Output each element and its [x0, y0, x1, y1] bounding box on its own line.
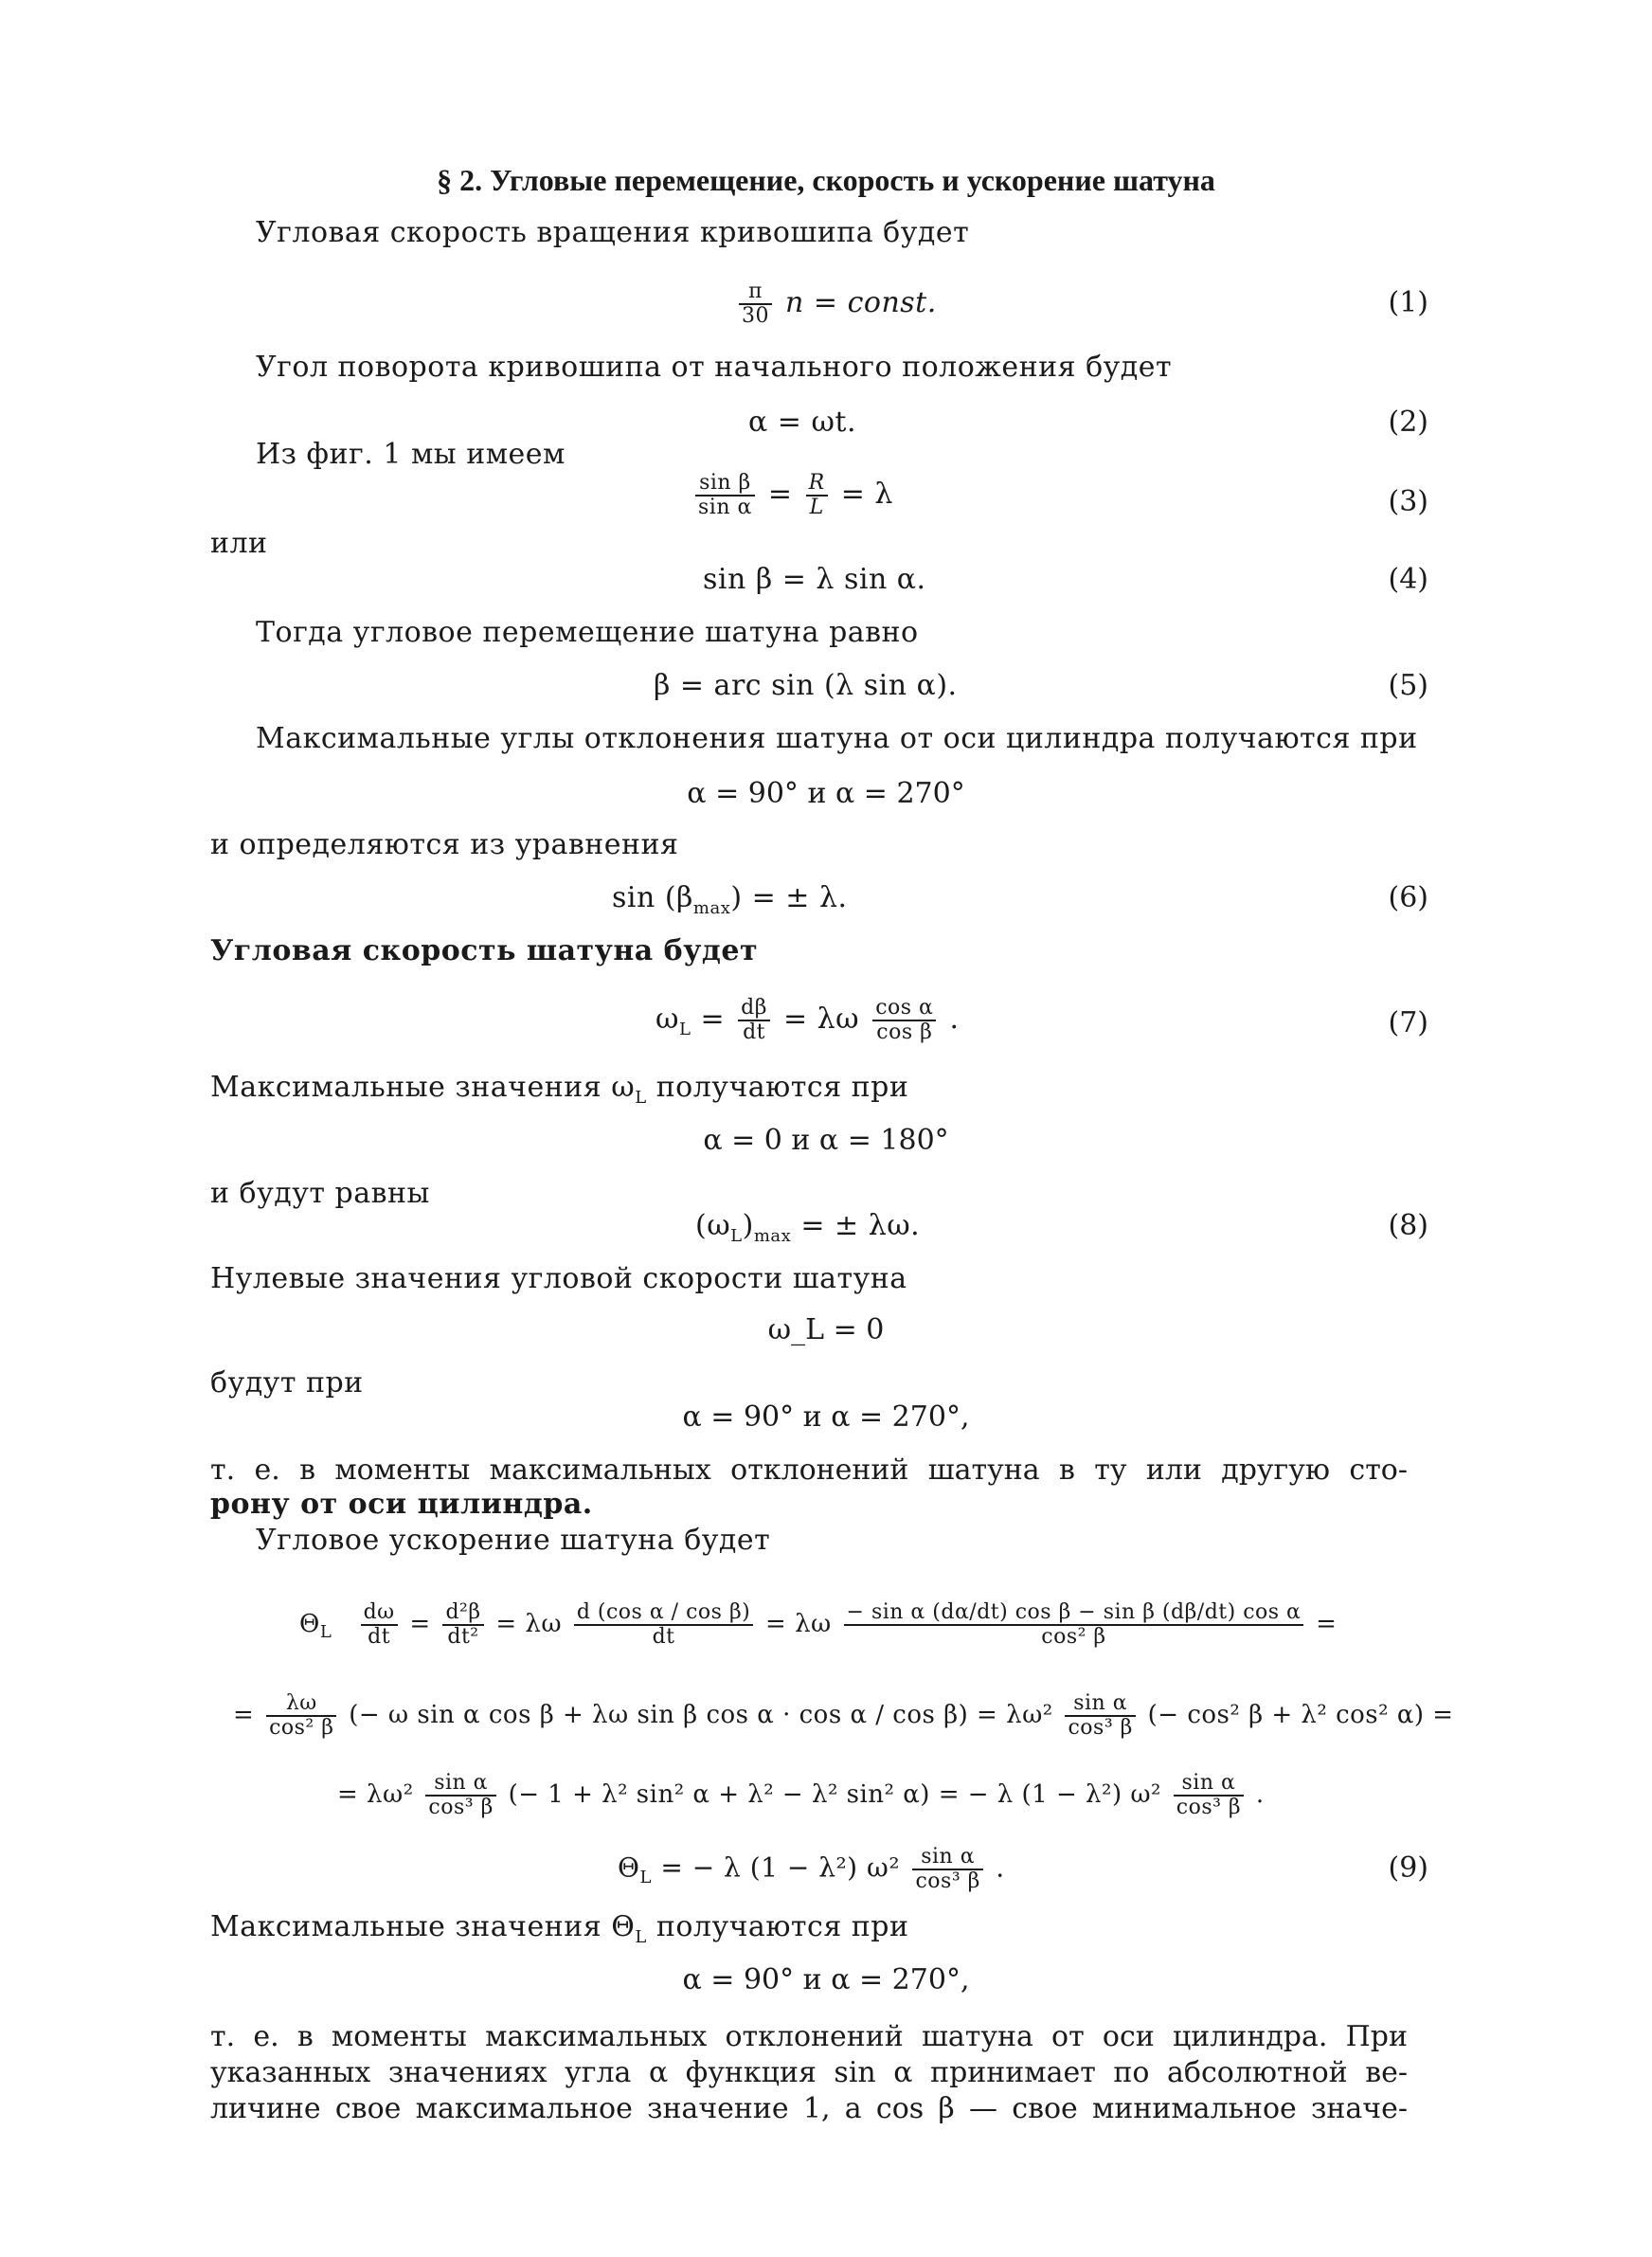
paragraph-13-line-1: т. е. в моменты максимальных отклонений шатуна в ту или другую сто-	[210, 1454, 1408, 1487]
fraction: $\frac{\text{sin α}}{\text{cos³ β}}$	[1174, 1772, 1244, 1819]
fraction: $\frac{d\beta}{dt}$	[738, 997, 770, 1044]
equation-2: α = ωt.	[748, 406, 857, 439]
paragraph-6: Максимальные углы отклонения шатуна от оси цилиндра получаются при	[256, 722, 1418, 755]
fraction: $\frac{\lambda\omega}{\text{cos² β}}$	[266, 1692, 336, 1740]
equation-9-line-2: = $\frac{\lambda\omega}{\text{cos² β}}$ (− ω sin α cos β + λω sin β cos α · cos α / cos β) = λω² $\frac{\text{sin α}}{\text{cos³ β}}$ (− cos² β + λ² cos² α) =	[233, 1691, 1454, 1740]
fraction: $\frac{R}{L}$	[806, 472, 828, 519]
fraction: $\frac{\text{sin α}}{\text{cos³ β}}$	[912, 1846, 982, 1893]
paragraph-5: Тогда угловое перемещение шатуна равно	[256, 616, 919, 649]
paragraph-12: будут при	[210, 1366, 364, 1399]
fraction: $\frac{\text{sin β}}{\text{sin α}}$	[695, 472, 755, 519]
section-title: § 2. Угловые перемещение, скорость и ускорение шатуна	[437, 163, 1215, 197]
equation-number-4: (4)	[1388, 563, 1428, 596]
fraction: $\frac{\text{d²β}}{\text{dt²}}$	[442, 1601, 483, 1649]
fraction: $\frac{\text{sin α}}{\text{cos³ β}}$	[425, 1772, 495, 1819]
paragraph-9: Максимальные значения $\omega_L$ получаются при	[210, 1071, 909, 1108]
equation-number-2: (2)	[1388, 406, 1428, 439]
fraction: $\frac{\text{sin α}}{\text{cos³ β}}$	[1065, 1692, 1135, 1740]
paragraph-3: Из фиг. 1 мы имеем	[256, 438, 566, 471]
equation-9-line-1: $\Theta_L$ $\frac{d\omega}{dt}$ = $\frac{\text{d²β}}{\text{dt²}}$ = λω $\frac{\text{d (cos α / cos β)}}{dt}$ = λω $\frac{\text{− sin α (dα/dt) cos β − sin β (dβ/dt) cos α}}{\text{cos² β}}$ =	[299, 1600, 1338, 1649]
equation-8: $(\omega_L)_{max}$ = ± λω.	[695, 1209, 921, 1246]
equation-9-line-3: = λω² $\frac{\text{sin α}}{\text{cos³ β}}$ (− 1 + λ² sin² α + λ² − λ² sin² α) = − λ (1 − λ²) ω² $\frac{\text{sin α}}{\text{cos³ β}}$ .	[337, 1771, 1265, 1819]
paragraph-15: Максимальные значения $\Theta_L$ получаются при	[210, 1910, 909, 1947]
equation-9-line-4: $\Theta_L$ = − λ (1 − λ²) ω² $\frac{\text{sin α}}{\text{cos³ β}}$ .	[618, 1845, 1005, 1893]
equation-3: $\frac{\text{sin β}}{\text{sin α}}$ = $\frac{R}{L}$ = λ	[691, 472, 893, 519]
paragraph-7: и определяются из уравнения	[210, 828, 679, 861]
fraction: $\frac{\pi}{30}$	[739, 280, 772, 328]
equation-number-3: (3)	[1388, 485, 1428, 518]
paragraph-4: или	[210, 527, 268, 560]
fraction: $\frac{\text{− sin α (dα/dt) cos β − sin β (dβ/dt) cos α}}{\text{cos² β}}$	[844, 1601, 1304, 1649]
paragraph-8: Угловая скорость шатуна будет	[210, 934, 759, 967]
equation-number-6: (6)	[1388, 881, 1428, 914]
paragraph-14: Угловое ускорение шатуна будет	[256, 1524, 771, 1557]
condition-1: α = 90° и α = 270°	[687, 777, 965, 810]
paragraph-16-line-1: т. е. в моменты максимальных отклонений шатуна от оси цилиндра. При	[210, 2020, 1408, 2053]
equation-number-8: (8)	[1388, 1209, 1428, 1242]
paragraph-16-line-2: указанных значениях угла α функция sin α принимает по абсолютной ве-	[210, 2056, 1408, 2089]
paragraph-16-line-3: личине свое максимальное значение 1, а cos β — свое минимальное значе-	[210, 2092, 1408, 2125]
fraction: $\frac{d\omega}{dt}$	[361, 1601, 398, 1649]
condition-4: α = 90° и α = 270°,	[682, 1400, 970, 1434]
condition-3: ω_L = 0	[767, 1313, 885, 1346]
paragraph-2: Угол поворота кривошипа от начального положения будет	[256, 351, 1173, 384]
paragraph-13-line-2: рону от оси цилиндра.	[210, 1488, 593, 1521]
equation-4: sin β = λ sin α.	[703, 563, 926, 596]
equation-number-1: (1)	[1388, 286, 1428, 319]
condition-5: α = 90° и α = 270°,	[682, 1963, 970, 1996]
equation-number-9: (9)	[1388, 1851, 1428, 1885]
equation-1: $\frac{\pi}{30}$ n = const.	[735, 280, 937, 328]
equation-6: $\sin (\beta_{max})$ = ± λ.	[612, 881, 848, 918]
fraction: $\frac{\text{cos α}}{\text{cos β}}$	[872, 997, 936, 1044]
paragraph-10: и будут равны	[210, 1177, 430, 1210]
paragraph-1: Угловая скорость вращения кривошипа будет	[256, 216, 970, 249]
fraction: $\frac{\text{d (cos α / cos β)}}{dt}$	[574, 1601, 753, 1649]
equation-5: β = arc sin (λ sin α).	[654, 669, 958, 702]
equation-number-7: (7)	[1388, 1006, 1428, 1039]
paragraph-11: Нулевые значения угловой скорости шатуна	[210, 1262, 907, 1295]
equation-number-5: (5)	[1388, 669, 1428, 702]
condition-2: α = 0 и α = 180°	[703, 1124, 949, 1157]
equation-7: $\omega_L$ = $\frac{d\beta}{dt}$ = λω $\frac{\text{cos α}}{\text{cos β}}$ .	[655, 996, 960, 1044]
